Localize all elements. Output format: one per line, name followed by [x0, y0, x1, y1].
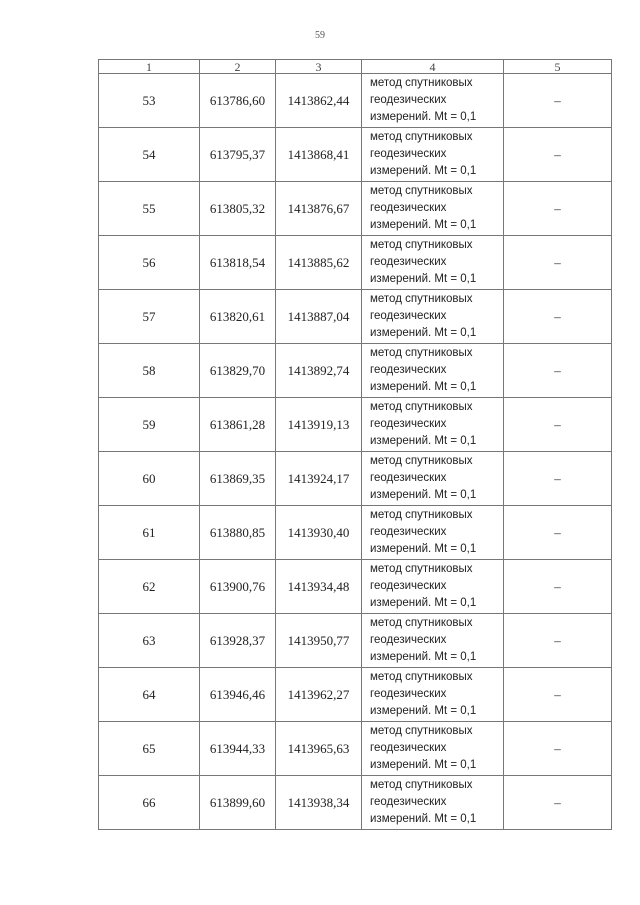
- method-line: измерений. Mt = 0,1: [370, 705, 477, 717]
- y-coordinate-cell: 1413876,67: [276, 182, 362, 236]
- method-line: геодезических: [370, 688, 447, 700]
- y-coordinate-cell: 1413892,74: [276, 344, 362, 398]
- method-line: измерений. Mt = 0,1: [370, 381, 477, 393]
- method-line: измерений. Mt = 0,1: [370, 597, 477, 609]
- y-coordinate-cell: 1413885,62: [276, 236, 362, 290]
- method-line: геодезических: [370, 148, 447, 160]
- method-line: геодезических: [370, 472, 447, 484]
- method-line: измерений. Mt = 0,1: [370, 651, 477, 663]
- table-row: [99, 560, 612, 614]
- note-cell: –: [504, 74, 612, 128]
- page-number: 59: [315, 30, 325, 41]
- table-row: [99, 182, 612, 236]
- method-line: геодезических: [370, 364, 447, 376]
- method-line: метод спутниковых: [370, 185, 473, 197]
- method-cell: [362, 182, 504, 236]
- table-row: [99, 128, 612, 182]
- method-cell: [362, 776, 504, 830]
- method-cell: [362, 236, 504, 290]
- method-line: измерений. Mt = 0,1: [370, 813, 477, 825]
- table-row: [99, 290, 612, 344]
- table-row: [99, 668, 612, 722]
- method-line: измерений. Mt = 0,1: [370, 219, 477, 231]
- point-number-cell: 55: [99, 182, 200, 236]
- method-line: измерений. Mt = 0,1: [370, 543, 477, 555]
- note-cell: –: [504, 560, 612, 614]
- method-cell: [362, 74, 504, 128]
- method-line: геодезических: [370, 742, 447, 754]
- x-coordinate-cell: 613786,60: [200, 74, 276, 128]
- x-coordinate-cell: 613899,60: [200, 776, 276, 830]
- method-cell: [362, 560, 504, 614]
- point-number-cell: 66: [99, 776, 200, 830]
- method-cell: [362, 614, 504, 668]
- method-cell: [362, 722, 504, 776]
- table-row: [99, 236, 612, 290]
- method-line: измерений. Mt = 0,1: [370, 165, 477, 177]
- table-header-row: [99, 60, 612, 74]
- x-coordinate-cell: 613880,85: [200, 506, 276, 560]
- point-number-cell: 59: [99, 398, 200, 452]
- note-cell: –: [504, 722, 612, 776]
- method-line: метод спутниковых: [370, 239, 473, 251]
- x-coordinate-cell: 613946,46: [200, 668, 276, 722]
- point-number-cell: 62: [99, 560, 200, 614]
- method-line: метод спутниковых: [370, 347, 473, 359]
- point-number-cell: 56: [99, 236, 200, 290]
- method-line: метод спутниковых: [370, 671, 473, 683]
- x-coordinate-cell: 613829,70: [200, 344, 276, 398]
- x-coordinate-cell: 613795,37: [200, 128, 276, 182]
- method-cell: [362, 398, 504, 452]
- method-line: геодезических: [370, 256, 447, 268]
- note-cell: –: [504, 776, 612, 830]
- table-row: [99, 722, 612, 776]
- table-row: [99, 506, 612, 560]
- method-line: метод спутниковых: [370, 77, 473, 89]
- x-coordinate-cell: 613928,37: [200, 614, 276, 668]
- note-cell: –: [504, 236, 612, 290]
- point-number-cell: 53: [99, 74, 200, 128]
- note-cell: –: [504, 182, 612, 236]
- note-cell: –: [504, 290, 612, 344]
- column-header: 1: [99, 60, 200, 74]
- method-line: геодезических: [370, 796, 447, 808]
- point-number-cell: 65: [99, 722, 200, 776]
- note-cell: –: [504, 668, 612, 722]
- note-cell: –: [504, 344, 612, 398]
- point-number-cell: 64: [99, 668, 200, 722]
- y-coordinate-cell: 1413962,27: [276, 668, 362, 722]
- y-coordinate-cell: 1413965,63: [276, 722, 362, 776]
- table-row: [99, 74, 612, 128]
- method-line: метод спутниковых: [370, 779, 473, 791]
- note-cell: –: [504, 614, 612, 668]
- note-cell: –: [504, 128, 612, 182]
- method-line: геодезических: [370, 526, 447, 538]
- x-coordinate-cell: 613861,28: [200, 398, 276, 452]
- method-line: измерений. Mt = 0,1: [370, 327, 477, 339]
- table-row: [99, 452, 612, 506]
- method-line: метод спутниковых: [370, 725, 473, 737]
- method-line: геодезических: [370, 418, 447, 430]
- point-number-cell: 61: [99, 506, 200, 560]
- method-line: геодезических: [370, 310, 447, 322]
- method-line: геодезических: [370, 94, 447, 106]
- method-cell: [362, 344, 504, 398]
- y-coordinate-cell: 1413950,77: [276, 614, 362, 668]
- method-line: метод спутниковых: [370, 455, 473, 467]
- method-line: измерений. Mt = 0,1: [370, 435, 477, 447]
- point-number-cell: 63: [99, 614, 200, 668]
- y-coordinate-cell: 1413868,41: [276, 128, 362, 182]
- point-number-cell: 54: [99, 128, 200, 182]
- point-number-cell: 60: [99, 452, 200, 506]
- x-coordinate-cell: 613944,33: [200, 722, 276, 776]
- method-cell: [362, 506, 504, 560]
- x-coordinate-cell: 613869,35: [200, 452, 276, 506]
- coordinates-table: [98, 59, 612, 830]
- method-line: метод спутниковых: [370, 131, 473, 143]
- method-line: метод спутниковых: [370, 563, 473, 575]
- method-cell: [362, 668, 504, 722]
- y-coordinate-cell: 1413862,44: [276, 74, 362, 128]
- table-row: [99, 614, 612, 668]
- method-line: метод спутниковых: [370, 293, 473, 305]
- method-line: измерений. Mt = 0,1: [370, 489, 477, 501]
- note-cell: –: [504, 506, 612, 560]
- method-line: измерений. Mt = 0,1: [370, 759, 477, 771]
- column-header: 5: [504, 60, 612, 74]
- column-header: 4: [362, 60, 504, 74]
- method-cell: [362, 290, 504, 344]
- note-cell: –: [504, 398, 612, 452]
- x-coordinate-cell: 613900,76: [200, 560, 276, 614]
- method-cell: [362, 452, 504, 506]
- y-coordinate-cell: 1413938,34: [276, 776, 362, 830]
- table-row: [99, 776, 612, 830]
- method-line: измерений. Mt = 0,1: [370, 111, 477, 123]
- y-coordinate-cell: 1413924,17: [276, 452, 362, 506]
- method-line: метод спутниковых: [370, 617, 473, 629]
- method-line: геодезических: [370, 202, 447, 214]
- note-cell: –: [504, 452, 612, 506]
- method-line: метод спутниковых: [370, 509, 473, 521]
- table-row: [99, 344, 612, 398]
- column-header: 3: [276, 60, 362, 74]
- column-header: 2: [200, 60, 276, 74]
- point-number-cell: 57: [99, 290, 200, 344]
- point-number-cell: 58: [99, 344, 200, 398]
- method-line: метод спутниковых: [370, 401, 473, 413]
- x-coordinate-cell: 613818,54: [200, 236, 276, 290]
- y-coordinate-cell: 1413930,40: [276, 506, 362, 560]
- method-line: измерений. Mt = 0,1: [370, 273, 477, 285]
- x-coordinate-cell: 613805,32: [200, 182, 276, 236]
- method-line: геодезических: [370, 580, 447, 592]
- y-coordinate-cell: 1413934,48: [276, 560, 362, 614]
- y-coordinate-cell: 1413919,13: [276, 398, 362, 452]
- method-cell: [362, 128, 504, 182]
- x-coordinate-cell: 613820,61: [200, 290, 276, 344]
- method-line: геодезических: [370, 634, 447, 646]
- table-row: [99, 398, 612, 452]
- y-coordinate-cell: 1413887,04: [276, 290, 362, 344]
